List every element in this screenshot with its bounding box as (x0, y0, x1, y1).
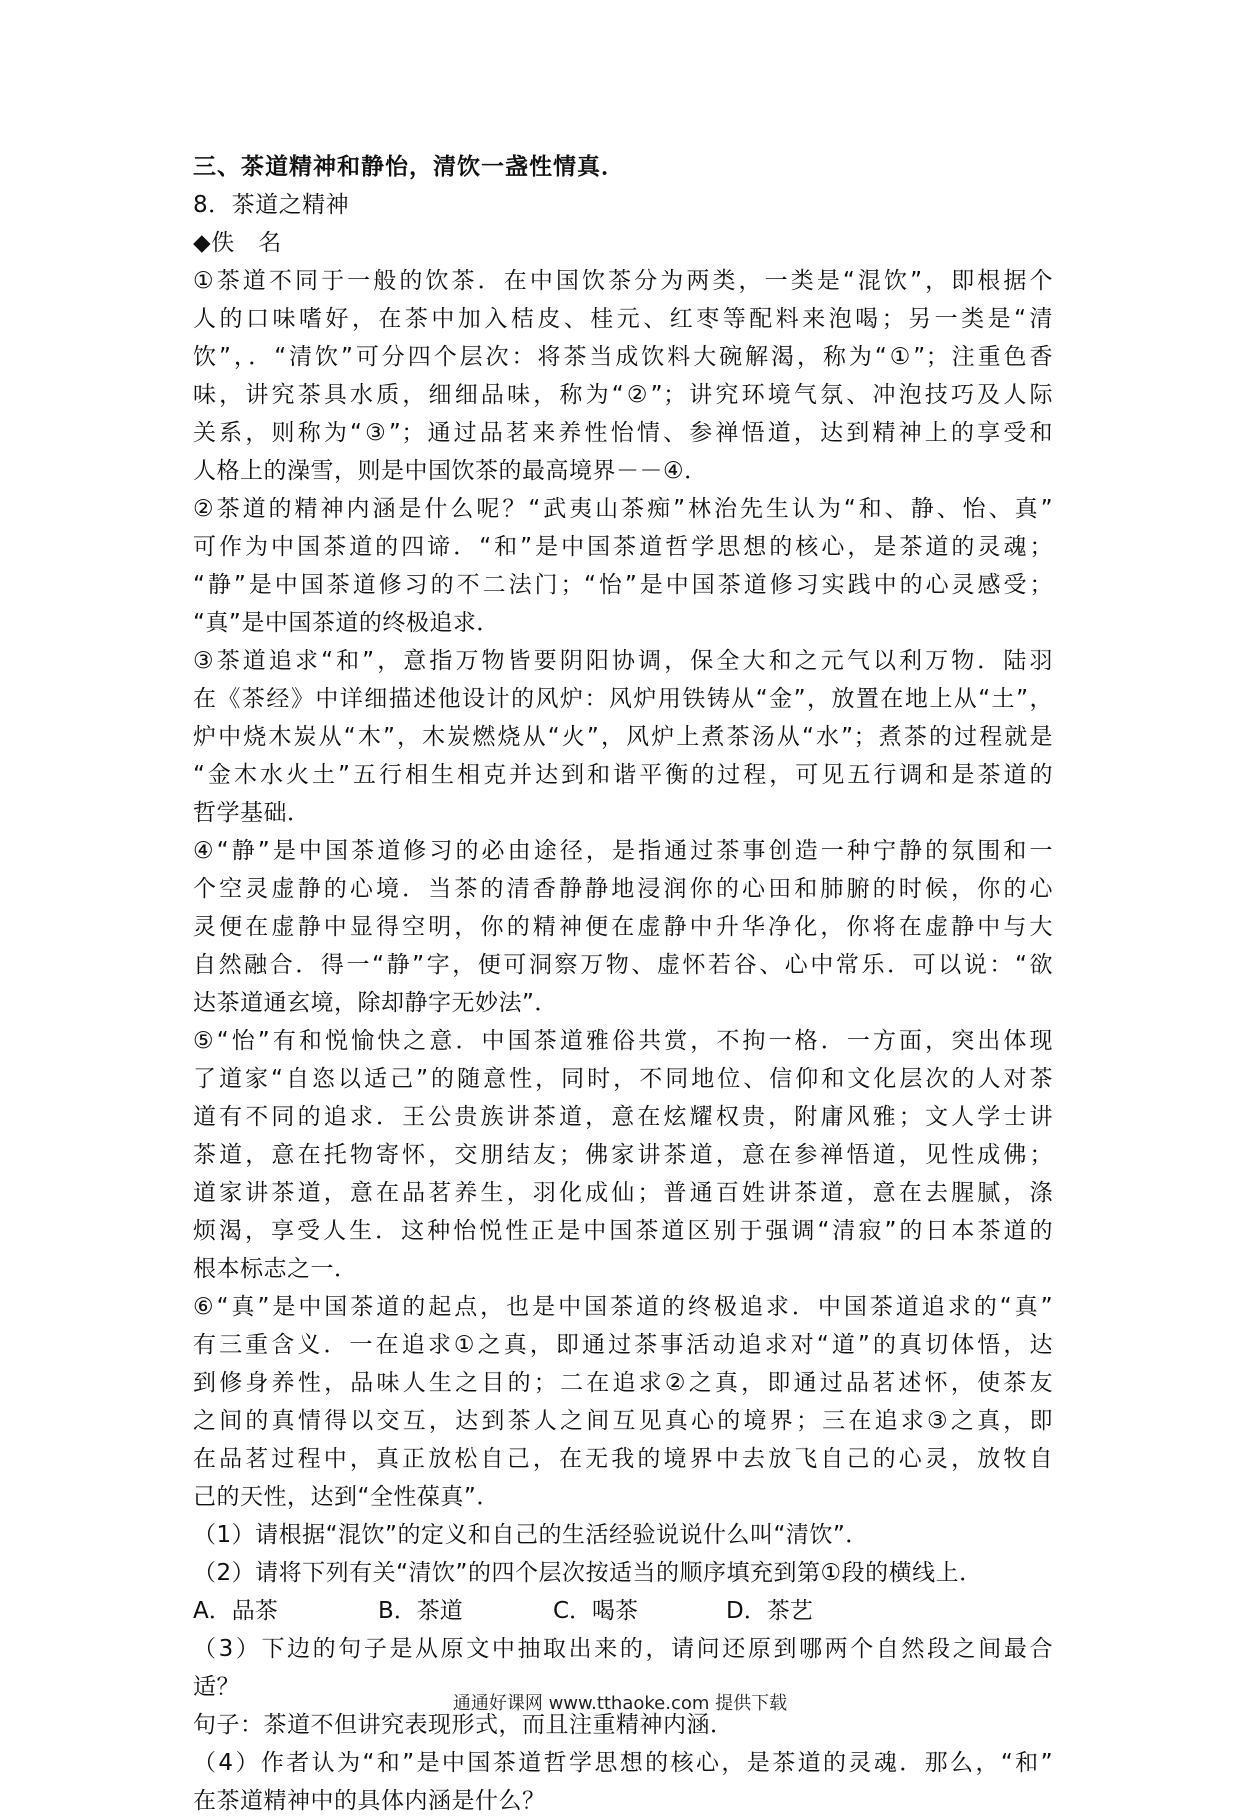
question-3-sentence: 句子：茶道不但讲究表现形式，而且注重精神内涵． (193, 1712, 734, 1738)
passage-line: 哲学基础． (193, 800, 311, 826)
option-b: B．茶道 (378, 1598, 463, 1624)
passage-line: ①茶道不同于一般的饮茶．在中国饮茶分为两类，一类是“混饮”，即根据个 (193, 268, 1053, 294)
option-d: D．茶艺 (726, 1598, 813, 1624)
passage-line: 茶道，意在托物寄怀，交朋结友；佛家讲茶道，意在参禅悟道，见性成佛； (193, 1142, 1053, 1168)
passage-line: 人的口味嗜好，在茶中加入桔皮、桂元、红枣等配料来泡喝；另一类是“清 (193, 306, 1053, 332)
passage-line: 关系，则称为“③”；通过品茗来养性怡情、参禅悟道，达到精神上的享受和 (193, 420, 1053, 446)
passage-line: ③茶道追求“和”，意指万物皆要阴阳协调，保全大和之元气以利万物．陆羽 (193, 648, 1053, 674)
passage-line: 烦渴，享受人生．这种怡悦性正是中国茶道区别于强调“清寂”的日本茶道的 (193, 1218, 1053, 1244)
passage-line: 人格上的澡雪，则是中国饮茶的最高境界－－④． (193, 458, 708, 484)
passage-line: 可作为中国茶道的四谛．“和”是中国茶道哲学思想的核心，是茶道的灵魂； (193, 534, 1053, 560)
passage-line: 在《茶经》中详细描述他设计的风炉：风炉用铁铸从“金”，放置在地上从“土”， (193, 686, 1053, 712)
section-title: 三、茶道精神和静怡，清饮一盏性情真． (193, 154, 625, 180)
answer-options (193, 1592, 1053, 1630)
passage-line: 炉中烧木炭从“木”，木炭燃烧从“火”，风炉上煮茶汤从“水”；煮茶的过程就是 (193, 724, 1053, 750)
passage-line: 达茶道通玄境，除却静字无妙法”． (193, 990, 558, 1016)
passage-line: 根本标志之一． (193, 1256, 358, 1282)
passage-line: 之间的真情得以交互，达到茶人之间互见真心的境界；三在追求③之真，即 (193, 1408, 1053, 1434)
passage-line: ④“静”是中国茶道修习的必由途径，是指通过茶事创造一种宁静的氛围和一 (193, 838, 1053, 864)
author-line: ◆佚 名 (193, 230, 282, 256)
passage-line: 味，讲究茶具水质，细细品味，称为“②”；讲究环境气氛、冲泡技巧及人际 (193, 382, 1053, 408)
passage-line: 到修身养性，品味人生之目的；二在追求②之真，即通过品茗述怀，使茶友 (193, 1370, 1053, 1396)
passage-line: 灵便在虚静中显得空明，你的精神便在虚静中升华净化，你将在虚静中与大 (193, 914, 1053, 940)
passage-line: 了道家“自恣以适己”的随意性，同时，不同地位、信仰和文化层次的人对茶 (193, 1066, 1053, 1092)
passage-line: 在品茗过程中，真正放松自己，在无我的境界中去放飞自己的心灵，放牧自 (193, 1446, 1053, 1472)
passage-line: 个空灵虚静的心境．当茶的清香静静地浸润你的心田和肺腑的时候，你的心 (193, 876, 1053, 902)
option-c: C．喝茶 (553, 1598, 639, 1624)
question-3-line: 适？ (193, 1674, 240, 1700)
question-2: （2）请将下列有关“清饮”的四个层次按适当的顺序填充到第①段的横线上． (193, 1560, 983, 1586)
passage-line: 自然融合．得一“静”字，便可洞察万物、虚怀若谷、心中常乐．可以说：“欲 (193, 952, 1053, 978)
passage-line: “静”是中国茶道修习的不二法门；“怡”是中国茶道修习实践中的心灵感受； (193, 572, 1053, 598)
passage-line: ⑤“怡”有和悦愉快之意．中国茶道雅俗共赏，不拘一格．一方面，突出体现 (193, 1028, 1053, 1054)
question-4-line: （4）作者认为“和”是中国茶道哲学思想的核心，是茶道的灵魂．那么，“和” (193, 1750, 1053, 1776)
footer-watermark: 通通好课网 www.tthaoke.com 提供下载 (452, 1693, 788, 1714)
question-4-line: 在茶道精神中的具体内涵是什么？ (193, 1788, 546, 1814)
passage-line: 道有不同的追求．王公贵族讲茶道，意在炫耀权贵，附庸风雅；文人学士讲 (193, 1104, 1053, 1130)
option-a: A．品茶 (193, 1598, 278, 1624)
passage-line: ⑥“真”是中国茶道的起点，也是中国茶道的终极追求．中国茶道追求的“真” (193, 1294, 1053, 1320)
passage-line: 道家讲茶道，意在品茗养生，羽化成仙；普通百姓讲茶道，意在去腥腻，涤 (193, 1180, 1053, 1206)
question-number: 8．茶道之精神 (193, 192, 350, 218)
passage-line: 己的天性，达到“全性葆真”． (193, 1484, 500, 1510)
passage-line: “金木水火土”五行相生相克并达到和谐平衡的过程，可见五行调和是茶道的 (193, 762, 1053, 788)
document-page (193, 148, 1053, 1820)
question-3-line: （3）下边的句子是从原文中抽取出来的，请问还原到哪两个自然段之间最合 (193, 1636, 1053, 1662)
passage-line: 饮”，．“清饮”可分四个层次：将茶当成饮料大碗解渴，称为“①”；注重色香 (193, 344, 1053, 370)
passage-line: 有三重含义．一在追求①之真，即通过茶事活动追求对“道”的真切体悟，达 (193, 1332, 1053, 1358)
passage-line: ②茶道的精神内涵是什么呢？“武夷山茶痴”林治先生认为“和、静、怡、真” (193, 496, 1053, 522)
question-1: （1）请根据“混饮”的定义和自己的生活经验说说什么叫“清饮”． (193, 1522, 869, 1548)
passage (193, 262, 1053, 1516)
passage-line: “真”是中国茶道的终极追求． (193, 610, 500, 636)
